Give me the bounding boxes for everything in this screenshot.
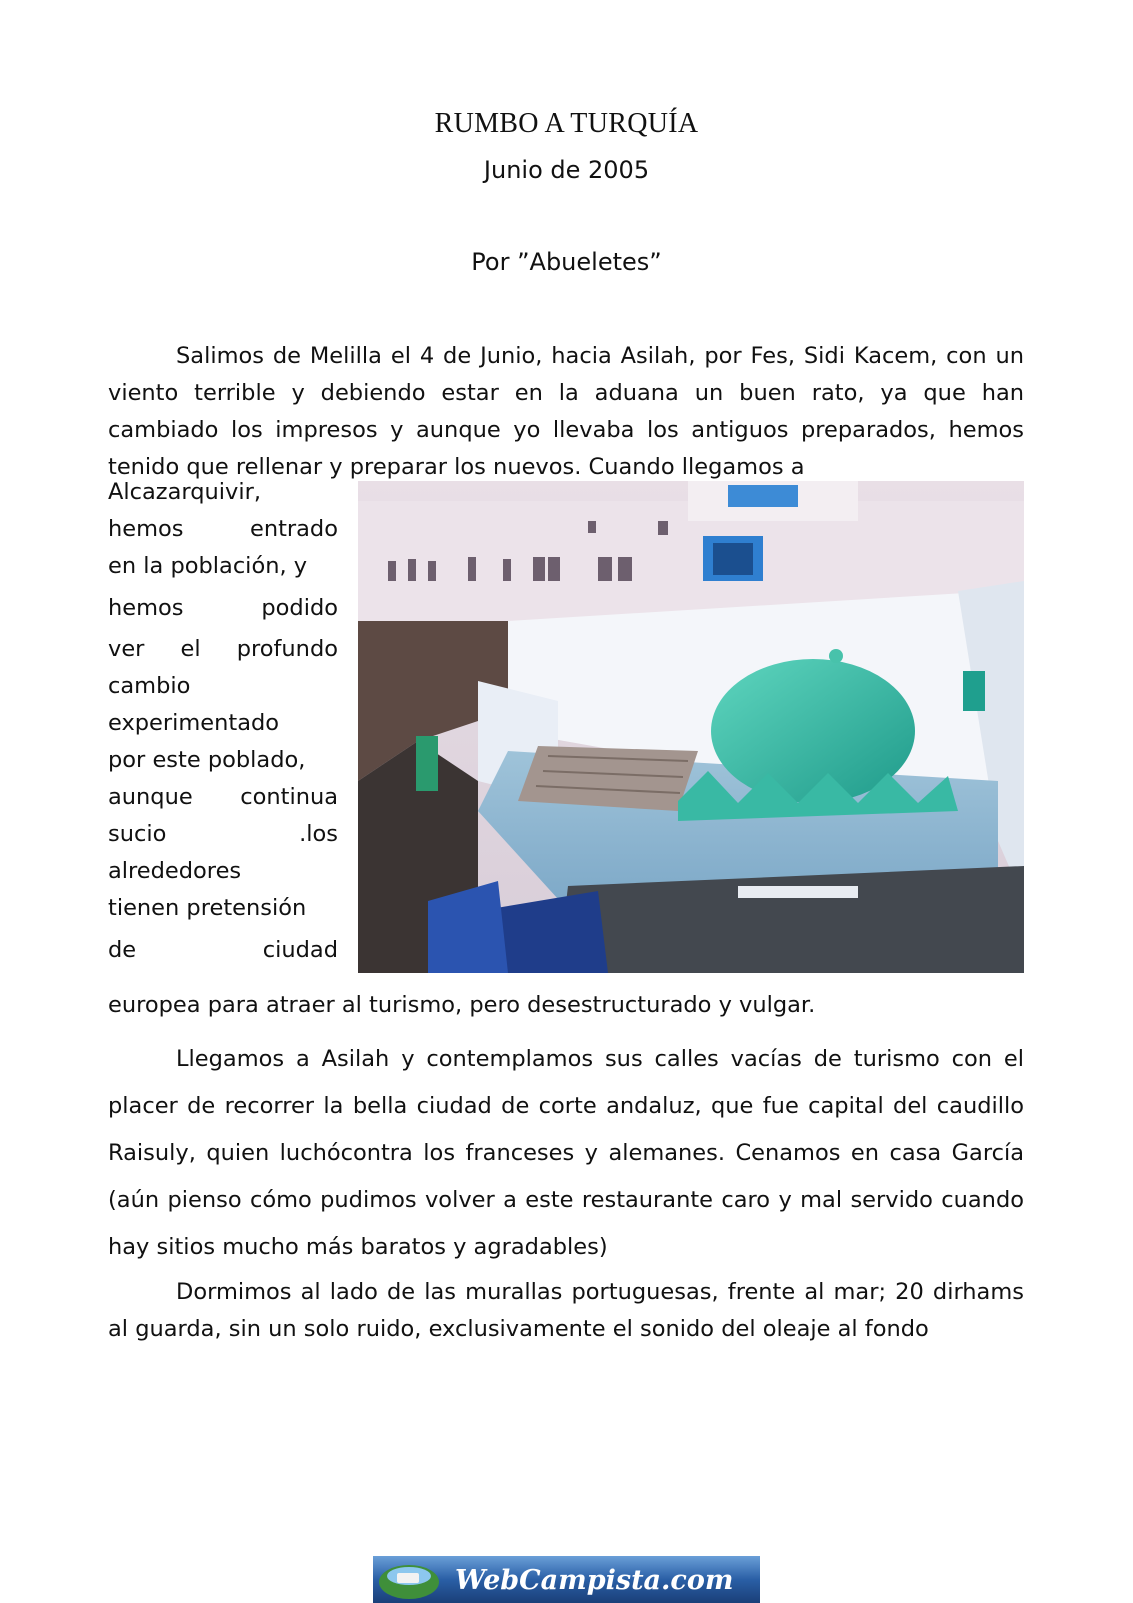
webcampista-logo bbox=[373, 1556, 760, 1603]
courtyard-photo bbox=[358, 481, 1024, 973]
document-author: Por ”Abueletes” bbox=[471, 248, 662, 276]
wrapped-line: hemos entrado bbox=[108, 516, 338, 542]
logo-text: WebCampista.com bbox=[455, 1565, 734, 1596]
paragraph-1-wrap bbox=[108, 474, 1024, 979]
wrapped-line: sucio .los bbox=[108, 821, 338, 847]
paragraph-1 bbox=[108, 338, 1024, 486]
wrapped-line: de ciudad bbox=[108, 937, 338, 963]
wrapped-line: experimentado bbox=[108, 710, 280, 736]
paragraph-1-ending: europea para atraer al turismo, pero desestructurado y vulgar. bbox=[108, 992, 816, 1018]
wrapped-line: en la población, y bbox=[108, 553, 308, 579]
wrapped-line: Alcazarquivir, bbox=[108, 479, 262, 505]
document-date: Junio de 2005 bbox=[483, 156, 650, 184]
wrapped-line: por este poblado, bbox=[108, 747, 306, 773]
document-title: RUMBO A TURQUÍA bbox=[434, 108, 699, 139]
wrapped-line: ver el profundo bbox=[108, 636, 338, 662]
wrapped-line: alrededores bbox=[108, 858, 242, 884]
paragraph-3: Dormimos al lado de las murallas portuguesas, frente al mar; 20 dirhams al guarda, sin un solo ruido, exclusivamente el sonido del oleaje al fondo bbox=[108, 1279, 1024, 1342]
paragraph-1-intro: Salimos de Melilla el 4 de Junio, hacia Asilah, por Fes, Sidi Kacem, con un viento terrible y debiendo estar en la aduana un buen rato, ya que han cambiado los impresos y aunque yo llevaba los antiguos preparados, hemos tenido que rellenar y preparar los nuevos. Cuando llegamos a bbox=[108, 343, 1024, 480]
paragraph-2: Llegamos a Asilah y contemplamos sus calles vacías de turismo con el placer de recorrer la bella ciudad de corte andaluz, que fue capital del caudillo Raisuly, quien luchócontra los franceses y alemanes. Cenamos en casa García (aún pienso cómo pudimos volver a este restaurante caro y mal servido cuando hay sitios mucho más baratos y agradables) bbox=[108, 1046, 1024, 1260]
wrapped-line: cambio bbox=[108, 673, 191, 699]
wrapped-line: tienen pretensión bbox=[108, 895, 307, 921]
wrapped-line: aunque continua bbox=[108, 784, 338, 810]
wrapped-line: hemos podido bbox=[108, 595, 338, 621]
